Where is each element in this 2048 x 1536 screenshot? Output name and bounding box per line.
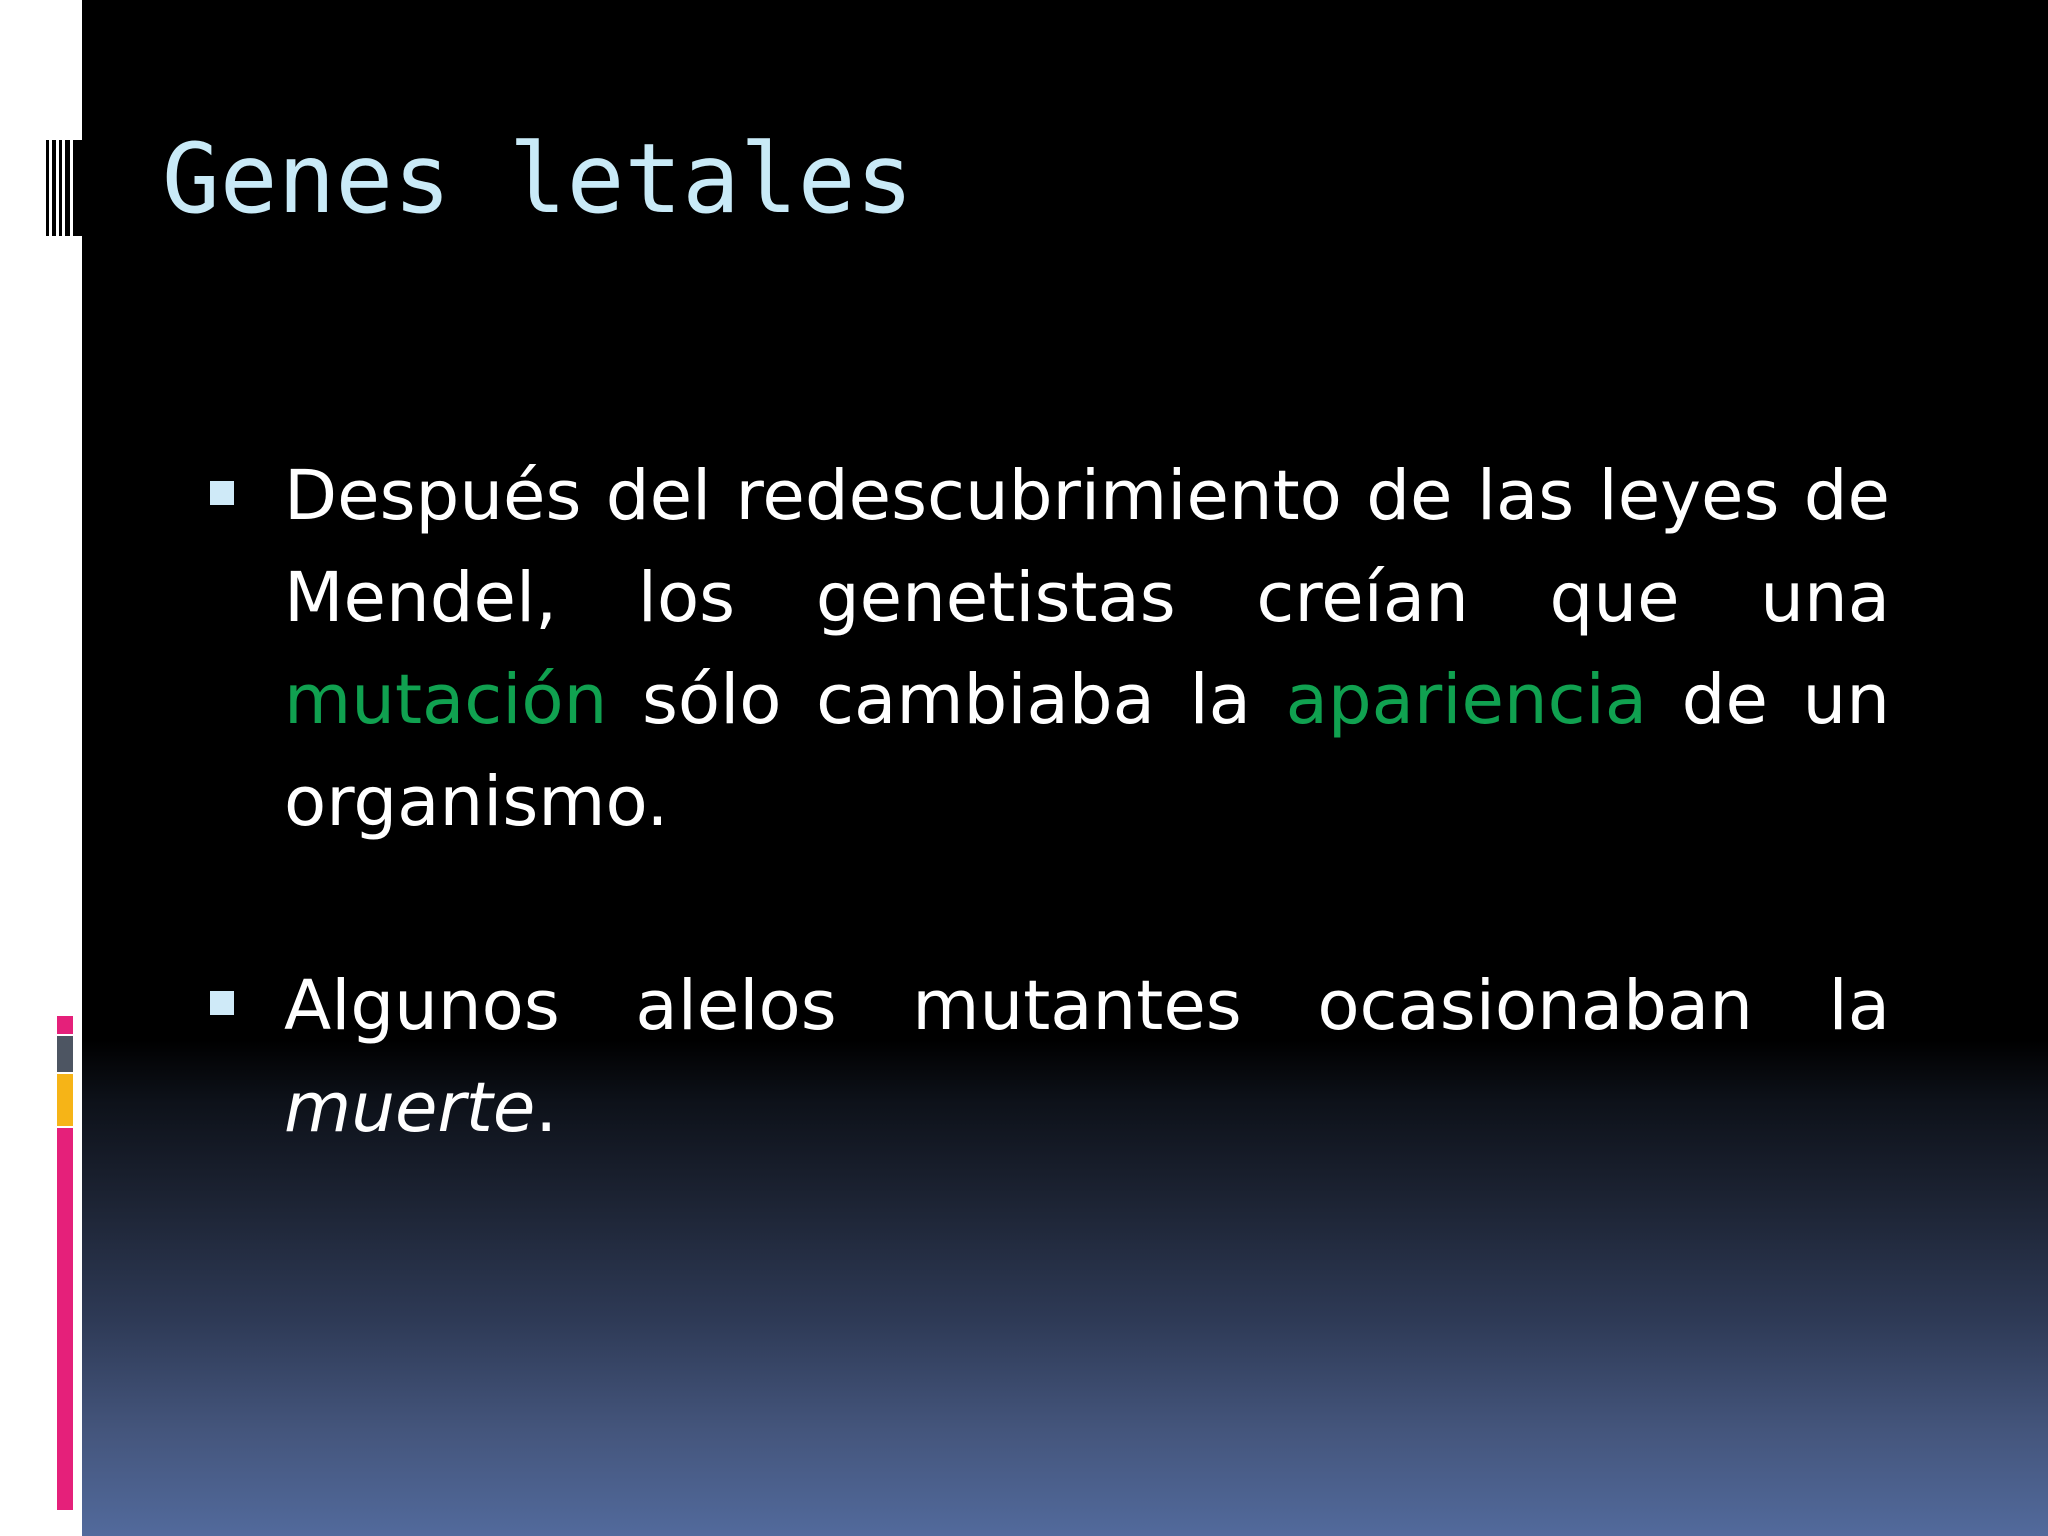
barcode-decoration-icon bbox=[46, 140, 82, 236]
bullet-item bbox=[210, 955, 1890, 1159]
bullet-text: Algunos alelos mutantes ocasionaban la bbox=[284, 966, 1890, 1046]
slide-title: Genes letales bbox=[162, 123, 914, 235]
bullet-text: sólo cambiaba la bbox=[607, 660, 1286, 740]
accent-bar-pink-top bbox=[57, 1016, 73, 1034]
bullet-text: . bbox=[535, 1068, 558, 1148]
highlight-term-mutacion: mutación bbox=[284, 660, 608, 740]
slide-body bbox=[210, 445, 1890, 1159]
accent-bar-gold bbox=[57, 1074, 73, 1126]
square-bullet-icon bbox=[210, 991, 234, 1015]
bullet-item bbox=[210, 445, 1890, 853]
bullet-text: de un organismo. bbox=[284, 660, 1890, 842]
accent-bar-pink bbox=[57, 1128, 73, 1510]
square-bullet-icon bbox=[210, 481, 234, 505]
accent-bar-grey bbox=[57, 1036, 73, 1072]
emphasis-muerte: muerte bbox=[284, 1068, 536, 1148]
bullet-text: Después del redescubrimiento de las leyes de Mendel, los genetistas creían que una bbox=[284, 456, 1890, 638]
highlight-term-apariencia: apariencia bbox=[1285, 660, 1648, 740]
